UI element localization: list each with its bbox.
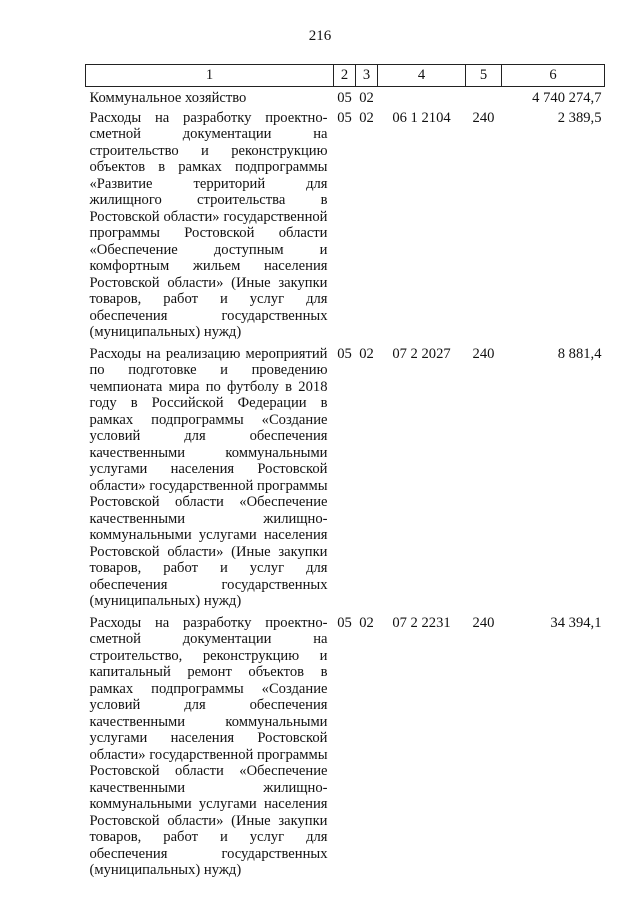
page-number: 216: [308, 28, 332, 44]
table-row: [86, 610, 605, 879]
header-col-6: 6: [502, 65, 605, 87]
table-row: [86, 87, 605, 107]
row-description: [86, 341, 334, 610]
row-section: 05: [337, 614, 352, 631]
row-section: 05: [337, 345, 352, 362]
row-target-article: 07 2 2027: [392, 345, 451, 362]
header-col-3: 3: [356, 65, 378, 87]
row-amount: 34 394,1: [550, 614, 602, 631]
row-target-article: 07 2 2231: [392, 614, 451, 631]
row-expense-type: 240: [472, 345, 495, 362]
row-description: [86, 87, 334, 107]
description-text: Расходы на разработку проектно-сметной документации на строительство, реконструкцию и капитальный ремонт объектов в рамках подпрограммы «Создание условий для обеспечения качественными коммунальными услугами населения Ростовской области» государственной программы Ростовской области «Обеспечение качественными жилищно-коммунальными услугами населения Ростовской области» (Иные закупки товаров, работ и услуг для обеспечения государственных (муниципальных) нужд): [89, 614, 328, 878]
row-amount: 2 389,5: [557, 109, 602, 126]
row-description: [86, 610, 334, 879]
table-body: [86, 87, 605, 879]
description-text: Коммунальное хозяйство: [89, 90, 247, 106]
budget-table: [85, 64, 605, 879]
description-text: Расходы на реализацию мероприятий по подготовке и проведению чемпионата мира по футболу в 2018 году в Российской Федерации в рамках подпрограммы «Создание условий для обеспечения качественными коммунальными услугами населения Ростовской области» государственной программы Ростовской области «Обеспечение качественными жилищно-коммунальными услугами населения Ростовской области» (Иные закупки товаров, работ и услуг для обеспечения государственных (муниципальных) нужд): [89, 345, 328, 609]
row-subsection: 02: [359, 109, 374, 126]
header-col-4: 4: [378, 65, 466, 87]
table-row: [86, 341, 605, 610]
row-section: 05: [337, 109, 352, 126]
row-target-article: 06 1 2104: [392, 109, 451, 126]
header-col-5: 5: [466, 65, 502, 87]
row-subsection: 02: [359, 614, 374, 631]
description-text: Расходы на разработку проектно-сметной документации на строительство и реконструкцию объектов в рамках подпрограммы «Развитие территорий для жилищного строительства в Ростовской области» государственной программы Ростовской области «Обеспечение доступным и комфортным жильем населения Ростовской области» (Иные закупки товаров, работ и услуг для обеспечения государственных (муниципальных) нужд): [89, 109, 328, 340]
row-description: [86, 107, 334, 341]
header-col-2: 2: [334, 65, 356, 87]
header-col-1: 1: [86, 65, 334, 87]
row-expense-type: 240: [472, 109, 495, 126]
row-expense-type: [466, 87, 502, 107]
row-amount: 8 881,4: [557, 345, 602, 362]
table-row: [86, 107, 605, 341]
row-amount: 4 740 274,7: [532, 90, 602, 106]
row-subsection: 02: [359, 90, 374, 106]
table-header: [86, 65, 605, 87]
row-subsection: 02: [359, 345, 374, 362]
row-target-article: [378, 87, 466, 107]
row-expense-type: 240: [472, 614, 495, 631]
row-section: 05: [337, 90, 352, 106]
header-row: [86, 65, 605, 87]
